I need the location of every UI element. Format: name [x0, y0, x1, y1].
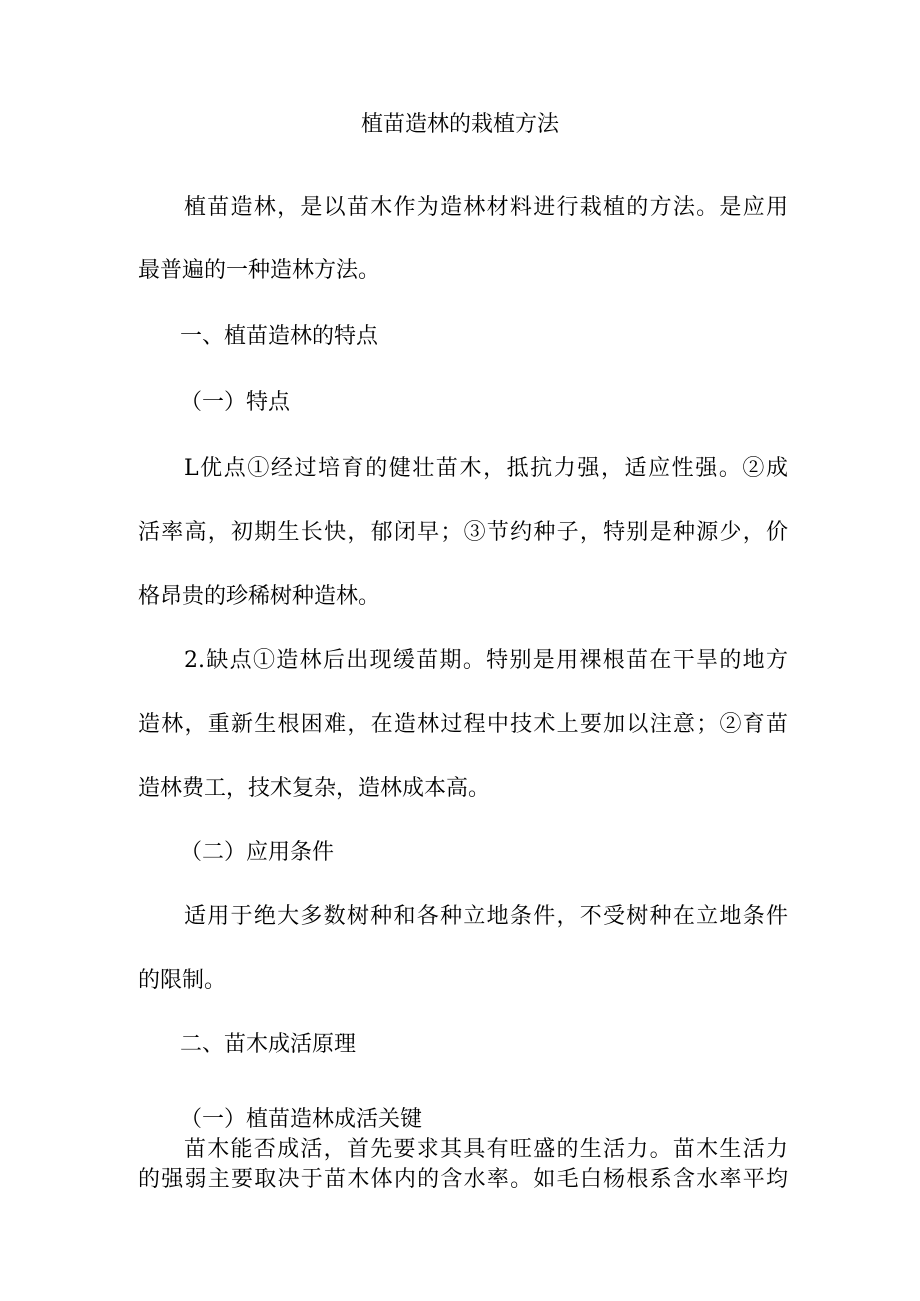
- paragraph-line: 适用于绝大多数树种和各种立地条件，不受树种在立地条件: [184, 904, 788, 929]
- paragraph-line: 活率高，初期生长快，郁闭早；③节约种子，特别是种源少，价: [138, 520, 788, 545]
- paragraph-line: L优点①经过培育的健壮苗木，抵抗力强，适应性强。②成: [184, 456, 788, 481]
- paragraph-line: 造林，重新生根困难，在造林过程中技术上要加以注意；②育苗: [138, 712, 788, 737]
- paragraph-line: 的强弱主要取决于苗木体内的含水率。如毛白杨根系含水率平均: [138, 1167, 788, 1192]
- paragraph-line: 植苗造林，是以苗木作为造林材料进行栽植的方法。是应用: [184, 195, 788, 220]
- subsection-heading: （二）应用条件: [180, 840, 335, 865]
- paragraph-line: 造林费工，技术复杂，造林成本高。: [138, 776, 491, 801]
- paragraph-line: 苗木能否成活，首先要求其具有旺盛的生活力。苗木生活力: [184, 1137, 788, 1162]
- paragraph-line: 2.缺点①造林后出现缓苗期。特别是用裸根苗在干旱的地方: [184, 648, 788, 673]
- paragraph-line: 格昂贵的珍稀树种造林。: [138, 584, 381, 609]
- document-title: 植苗造林的栽植方法: [360, 112, 559, 137]
- section-heading: 二、苗木成活原理: [180, 1032, 357, 1057]
- subsection-heading: （一）特点: [180, 390, 291, 415]
- paragraph-line: 最普遍的一种造林方法。: [138, 258, 381, 283]
- section-heading: 一、植苗造林的特点: [180, 324, 379, 349]
- paragraph-line: 的限制。: [138, 968, 227, 993]
- subsection-heading: （一）植苗造林成活关键: [180, 1107, 423, 1132]
